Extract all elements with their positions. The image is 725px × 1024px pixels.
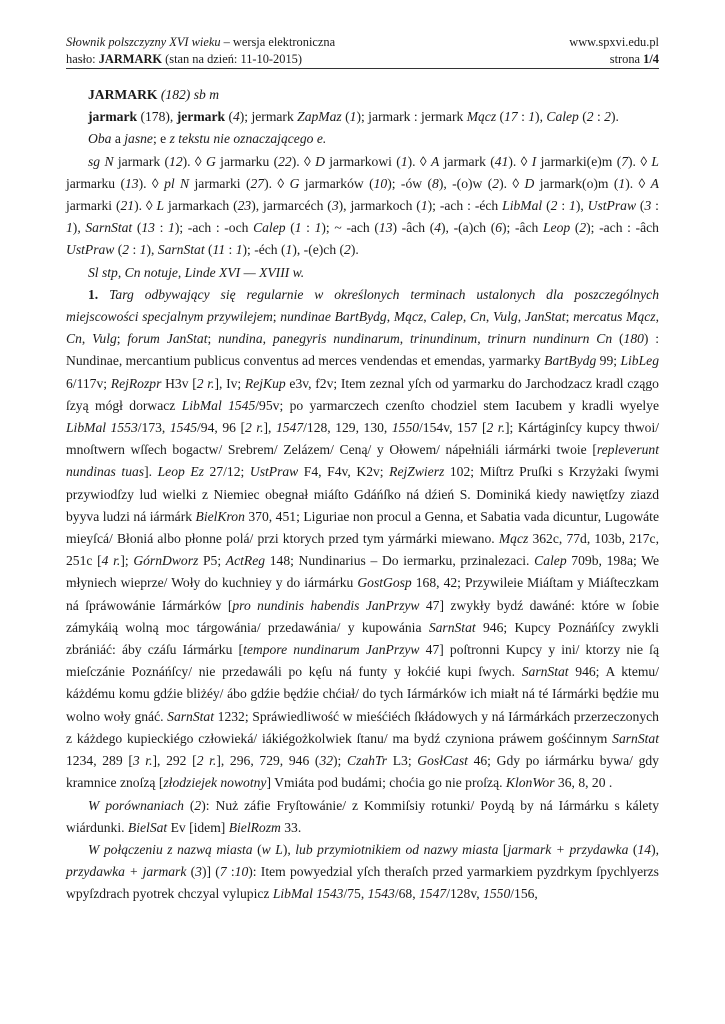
headword-count: (182): [160, 87, 191, 102]
sense-comparisons: W porównaniach (2): Nuż záfie Fryſtowánie/ z Kommiſsiy rotunki/ Poydą by ná Iármárku s kálety wiárdunki. BielSat Ev [idem] BielRozm 33.: [66, 797, 659, 835]
dictionary-title: Słownik polszczyzny XVI wieku: [66, 35, 221, 49]
sense-city-names: W połączeniu z nazwą miasta (w L), lub przymiotnikiem od nazwy miasta [jarmark + przydawka (14), przydawka + jarmark (3)] (7 :10): Item powyedzial yſch theraſch przed yarmarkiem pyzdrkym ſpychlyerzs wpyſzdrach pyotrek chczyal vylupicz LibMal 1543/75, 1543/68, 1547/128v, 1550/156,: [66, 841, 659, 902]
header-row-2: [66, 51, 659, 68]
dictionary-title-line: [66, 34, 335, 51]
header-row-1: [66, 34, 659, 51]
haslo-word: JARMARK: [98, 52, 163, 66]
entry-body: [66, 84, 659, 906]
vowel-note: Oba a jasne; e z tekstu nie oznaczającego e.: [88, 131, 327, 147]
page-header: [66, 34, 659, 68]
haslo-label: hasło:: [66, 52, 99, 66]
sense-1: 1. Targ odbywający się regularnie w określonych terminach ustalonych dla poszczególnych miejscowości specjalnym przywilejem; nundinae BartBydg, Mącz, Calep, Cn, Vulg, JanStat; mercatus Mącz, Cn, Vulg; forum JanStat; nundina, panegyris nundinarum, trinundinum, trinurn nundinurn Cn (180) : Nundinae, mercantium publicus conventus ad merces vendendas et emendas, yarmarky BartBydg 99; LibLeg 6/117v; RejRozpr H3v [2 r.], Iv; RejKup e3v, f2v; Item zeznal yſch od yarmarku do Jarchodzacz kradl czągo ſzyą mógł dorwacz LibMal 1545/95v; po yarmarczech czenſto chodziel stem Iacubem y kradli wyelye LibMal 1553/173, 1545/94, 96 [2 r.], 1547/128, 129, 130, 1550/154v, 157 [2 r.]; Kártáginſcy kupcy thwoi/ mnoſtwern wſſech bogactw/ Srebrem/ Zelázem/ Ceną/ y Ołowem/ nápełniáli iármárki twoie [repleverunt nundinas tuas]. Leop Ez 27/12; UstPraw F4, F4v, K2v; RejZwierz 102; Miſtrz Pruſki s Krzyżaki ſwymi przywiodſzy lud wielki z Niemiec obegnał miáſto Gdáńſko ná dźień S. Dominiká kiedy nawiętſzy ziazd byyva ludzi ná iármárk BielKron 370, 451; Liguriae non procul a Genna, et Sabatia vada dicuntur, Lugowáte mieyſcá/ Błoniá albo płonne polá/ przi ktorych przed tym yármárki miewano. Mącz 362c, 77d, 103b, 217c, 251c [4 r.]; GórnDworz P5; ActReg 148; Nundinarius – Do iermarku, przinalezaci. Calep 709b, 198a; We młyniech wieprze/ Woły do kuchniey y do iármárku GostGosp 168, 42; Przywileie Miáſtam y Miáſteczkam ná ſpráwowánie Iármárków [pro nundinis habendis JanPrzyw 47] zwykły bydź dawáné: które w ſobie zámykáią wolną moc tárgowánia/ przedawánia/ y kupowánia SarnStat 946; Kupcy Poznáńſcy zwykli zbrániáć: áby czáſu Iármárku [tempore nundinarum JanPrzyw 47] poſtronni Kupcy y ini/ ktorzy nie ſą mieſczánie Poznáńſcy/ nie przedawáli po kęſu ná funty y łokćié kupi ſwych. SarnStat 946; A ktemu/ káżdému komu gdźie bliżéy/ ábo gdźie będźie chćiał/ do tych Iármárków ich miałt ná té Iármárki będźie mu wolno woły gnáć. SarnStat 1232; Spráwiedliwość w mieśćiéch ſkłádowych y ná Iármárkách przerzeczonych z káżdego kupieckiégo człowieká/ iákiégożkolwiek ſtanu/ ma bydź czyniona práwem gośćinnym SarnStat 1234, 289 [3 r.], 292 [2 r.], 296, 729, 946 (32); CzahTr L3; GosłCast 46; Gdy po iármárku bywa/ gdy kramnice znoſzą [złodziejek nowotny] Vmiáta pod budámi; choćia go nie proſzą. KlonWor 36, 8, 20 .: [66, 286, 660, 791]
entry-status-line: [66, 51, 302, 68]
headword: JARMARK: [88, 87, 158, 102]
dictionary-edition: – wersja elektroniczna: [220, 35, 336, 49]
inflection-paragraph: sg N jarmark (12). ◊ G jarmarku (22). ◊ D jarmarkowi (1). ◊ A jarmark (41). ◊ I jarmarki(e)m (7). ◊ L jarmarku (13). ◊ pl N jarmarki (27). ◊ G jarmarków (10); -ów (8), -(o)w (2). ◊ D jarmark(o)m (1). ◊ A jarmarki (21). ◊ L jarmarkach (23), jarmarcéch (3), jarmarkoch (1); -ach : -éch LibMal (2 : 1), UstPraw (3 : 1), SarnStat (13 : 1); -ach : -och Calep (1 : 1); ~ -ach (13) -âch (4), -(a)ch (6); -âch Leop (2); -ach : -âch UstPraw (2 : 1), SarnStat (11 : 1); -éch (1), -(e)ch (2).: [66, 153, 659, 258]
page-label: strona: [609, 52, 644, 66]
page-indicator: [610, 51, 659, 68]
sources-note: Sl stp, Cn notuje, Linde XVI — XVIII w.: [88, 264, 305, 280]
haslo-date: (stan na dzień: 11-10-2015): [162, 52, 302, 66]
site-url[interactable]: www.spxvi.edu.pl: [569, 35, 659, 49]
page-number: 1/4: [643, 52, 659, 66]
entry-forms: [66, 106, 659, 128]
forms-counts: (178), jermark (4); jermark ZapMaz (1); jarmark : jermark Mącz (17 : 1), Calep (2 : 2).: [140, 109, 619, 125]
entry-headline: [66, 84, 659, 106]
form-jarmark: jarmark: [88, 109, 138, 125]
grammar-label: sb m: [193, 87, 220, 102]
header-rule: [66, 68, 659, 69]
